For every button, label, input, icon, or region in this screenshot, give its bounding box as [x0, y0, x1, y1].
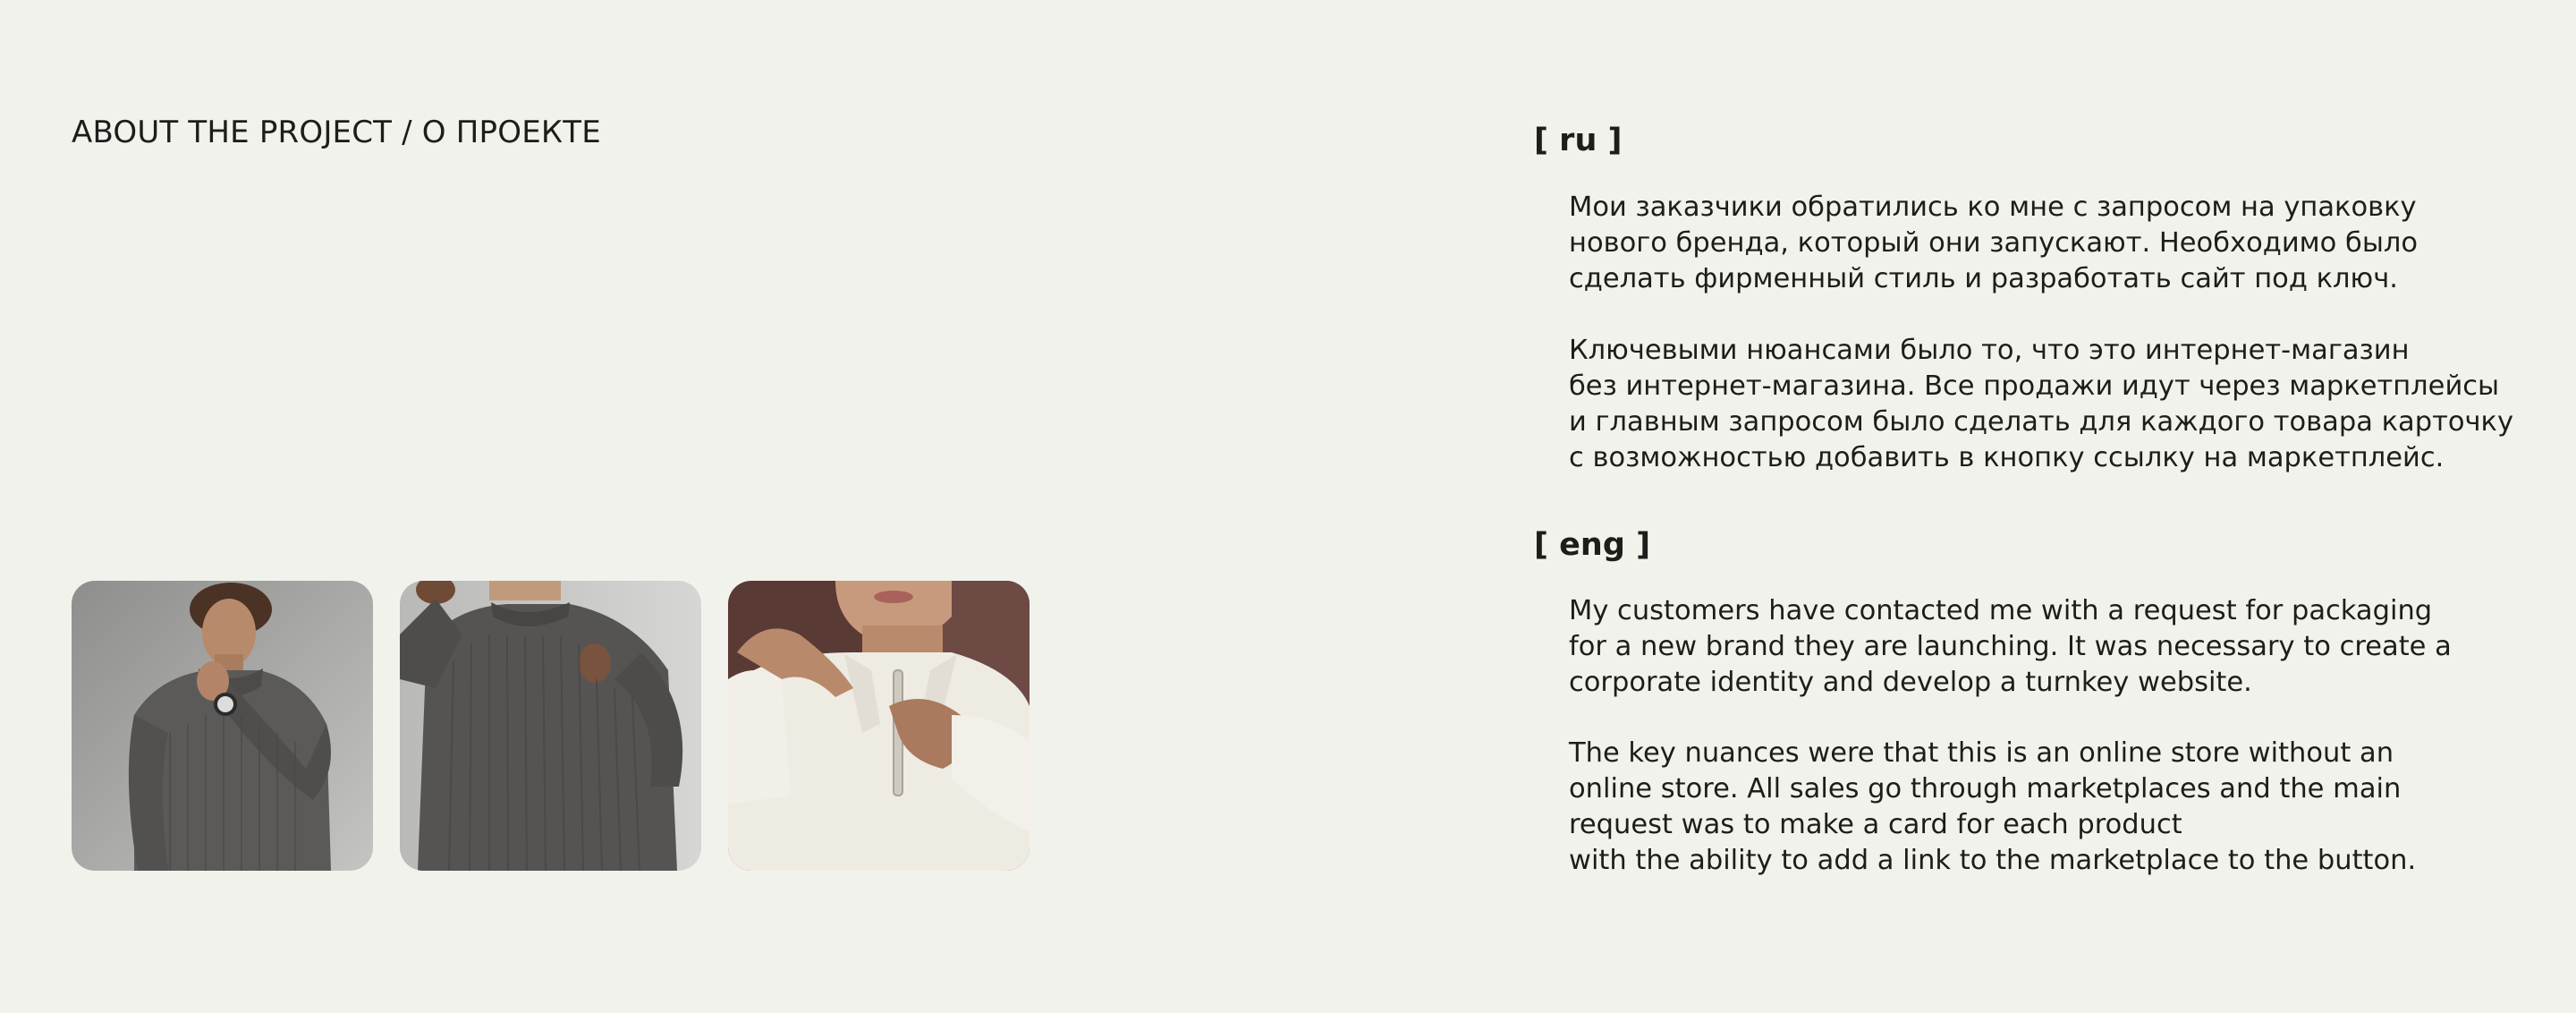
lang-label-ru: [ ru ]: [1534, 123, 1623, 158]
product-photo-grey-sweater: [72, 581, 373, 871]
eng-paragraph-2: The key nuances were that this is an online store without an online store. All sales go through marketplaces and the main request was to make a card for each product with the ability to add a link to the marketplace to the button.: [1569, 737, 2417, 876]
product-photo-knit-sweater: [400, 581, 701, 871]
ru-paragraph-2: Ключевыми нюансами было то, что это интернет-магазин без интернет-магазина. Все продажи идут через маркетплейсы и главным запросом было сделать для каждого товара карточку с возможностью добавить в кнопку ссылку на маркетплейс.: [1569, 335, 2513, 473]
lang-label-eng: [ eng ]: [1534, 527, 1651, 563]
product-photo-halfzip-sweater: [728, 581, 1030, 871]
eng-paragraph-1: My customers have contacted me with a request for packaging for a new brand they are launching. It was necessary to create a corporate identity and develop a turnkey website.: [1569, 595, 2452, 698]
ru-paragraph-1: Мои заказчики обратились ко мне с запросом на упаковку нового бренда, который они запускают. Необходимо было сделать фирменный стиль и разработать сайт под ключ.: [1569, 192, 2419, 294]
page-title: ABOUT THE PROJECT / О ПРОЕКТЕ: [72, 115, 601, 150]
product-gallery: [72, 581, 1030, 871]
